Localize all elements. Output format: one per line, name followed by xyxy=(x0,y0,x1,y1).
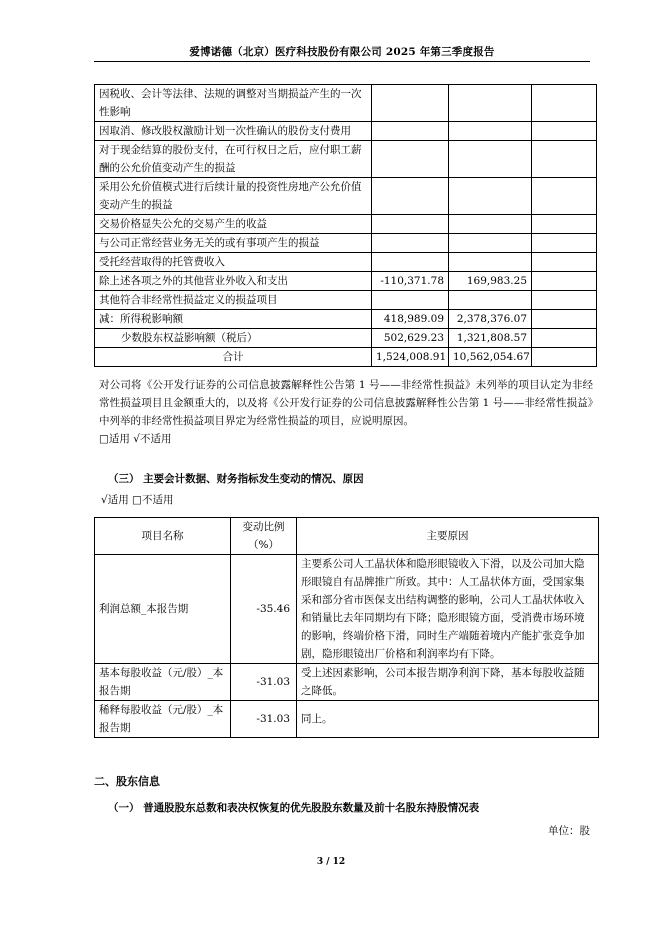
non-recurring-items-table xyxy=(94,84,597,367)
value-current: -110,371.78 xyxy=(372,272,449,291)
value-current xyxy=(372,122,449,141)
value-ytd xyxy=(449,234,532,253)
header-rule xyxy=(94,61,590,62)
row-label: 因取消、修改股权激励计划一次性确认的股份支付费用 xyxy=(95,122,372,141)
table-row xyxy=(95,664,599,701)
applicability-checks: □适用 √不适用 xyxy=(99,433,172,445)
table-row xyxy=(95,291,597,310)
table-row xyxy=(95,141,597,178)
table-row xyxy=(95,85,597,122)
row-label: 采用公允价值模式进行后续计量的投资性房地产公允价值变动产生的损益 xyxy=(95,178,372,215)
item-name: 利润总额_本报告期 xyxy=(95,555,231,664)
table-row xyxy=(95,215,597,234)
table-row xyxy=(95,310,597,329)
main-reason: 受上述因素影响，公司本报告期净利润下降，基本每股收益随之降低。 xyxy=(297,664,599,701)
row-label: 少数股东权益影响额（税后） xyxy=(95,329,372,348)
row-label: 与公司正常经营业务无关的或有事项产生的损益 xyxy=(95,234,372,253)
table-row xyxy=(95,253,597,272)
section-heading: 二、股东信息 xyxy=(94,775,160,788)
table-row xyxy=(95,329,597,348)
value-note xyxy=(532,310,597,329)
document-header: 爱博诺德（北京）医疗科技股份有限公司 2025 年第三季度报告 xyxy=(189,46,495,58)
table-row xyxy=(95,234,597,253)
value-note xyxy=(532,85,597,122)
value-note xyxy=(532,122,597,141)
header-item-name: 项目名称 xyxy=(95,518,231,555)
change-ratio: -31.03 xyxy=(231,701,297,738)
main-reason: 主要系公司人工晶状体和隐形眼镜收入下滑，以及公司加大隐形眼镜自有品牌推广所致。其中：人工晶状体方面，受国家集采和部分省市医保支出结构调整的影响，公司人工晶状体收入和销量比去年同期均有下降；隐形眼镜方面，受消费市场环境的影响，终端价格下滑，同时生产端随着境内产能扩张竞争加剧，隐形眼镜出厂价格和利润率均有下降。 xyxy=(297,555,599,664)
value-current: 1,524,008.91 xyxy=(372,348,449,367)
indicator-change-table xyxy=(94,517,599,738)
value-ytd xyxy=(449,253,532,272)
table-row xyxy=(95,272,597,291)
row-label: 受托经营取得的托管费收入 xyxy=(95,253,372,272)
value-ytd xyxy=(449,141,532,178)
row-label: 合计 xyxy=(95,348,372,367)
value-current: 502,629.23 xyxy=(372,329,449,348)
value-note xyxy=(532,272,597,291)
value-current: 418,989.09 xyxy=(372,310,449,329)
item-name: 基本每股收益（元/股）_本报告期 xyxy=(95,664,231,701)
value-ytd xyxy=(449,178,532,215)
row-label: 除上述各项之外的其他营业外收入和支出 xyxy=(95,272,372,291)
value-current xyxy=(372,291,449,310)
table-row xyxy=(95,122,597,141)
value-ytd: 10,562,054.67 xyxy=(449,348,532,367)
explanation-paragraph xyxy=(99,376,593,448)
main-reason: 同上。 xyxy=(297,701,599,738)
item-name: 稀释每股收益（元/股）_本报告期 xyxy=(95,701,231,738)
row-label: 其他符合非经常性损益定义的损益项目 xyxy=(95,291,372,310)
row-label: 减：所得税影响额 xyxy=(95,310,372,329)
change-ratio: -35.46 xyxy=(231,555,297,664)
value-current xyxy=(372,234,449,253)
value-ytd xyxy=(449,85,532,122)
value-ytd: 169,983.25 xyxy=(449,272,532,291)
page-number: 3 / 12 xyxy=(316,857,346,867)
value-note xyxy=(532,234,597,253)
value-current xyxy=(372,85,449,122)
value-note xyxy=(532,329,597,348)
value-current xyxy=(372,178,449,215)
explanation-text: 对公司将《公开发行证券的公司信息披露解释性公告第 1 号——非经常性损益》未列举的项目认定为非经常性损益项目且金额重大的，以及将《公开发行证券的公司信息披露解释性公告第 1 号——非经常性损益》中列举的非经常性损益项目界定为经常性损益的项目，应说明原因。 xyxy=(99,379,593,427)
value-current xyxy=(372,215,449,234)
value-ytd xyxy=(449,122,532,141)
applicability-checks: √适用 □不适用 xyxy=(101,494,174,506)
value-ytd xyxy=(449,215,532,234)
section-title: （三） 主要会计数据、财务指标发生变动的情况、原因 xyxy=(108,473,364,485)
table-row xyxy=(95,555,599,664)
value-current xyxy=(372,253,449,272)
value-ytd: 1,321,808.57 xyxy=(449,329,532,348)
value-current xyxy=(372,141,449,178)
table-header-row xyxy=(95,518,599,555)
value-note xyxy=(532,141,597,178)
value-ytd: 2,378,376.07 xyxy=(449,310,532,329)
header-main-reason: 主要原因 xyxy=(297,518,599,555)
table-row-total xyxy=(95,348,597,367)
change-ratio: -31.03 xyxy=(231,664,297,701)
header-change-ratio: 变动比例（%） xyxy=(231,518,297,555)
value-note xyxy=(532,178,597,215)
row-label: 对于现金结算的股份支付，在可行权日之后，应付职工薪酬的公允价值变动产生的损益 xyxy=(95,141,372,178)
table-row xyxy=(95,701,599,738)
row-label: 因税收、会计等法律、法规的调整对当期损益产生的一次性影响 xyxy=(95,85,372,122)
value-note xyxy=(532,215,597,234)
value-note xyxy=(532,348,597,367)
row-label: 交易价格显失公允的交易产生的收益 xyxy=(95,215,372,234)
unit-label: 单位：股 xyxy=(548,825,590,837)
value-ytd xyxy=(449,291,532,310)
value-note xyxy=(532,291,597,310)
value-note xyxy=(532,253,597,272)
table-row xyxy=(95,178,597,215)
subsection-heading: （一） 普通股股东总数和表决权恢复的优先股股东数量及前十名股东持股情况表 xyxy=(108,802,480,814)
